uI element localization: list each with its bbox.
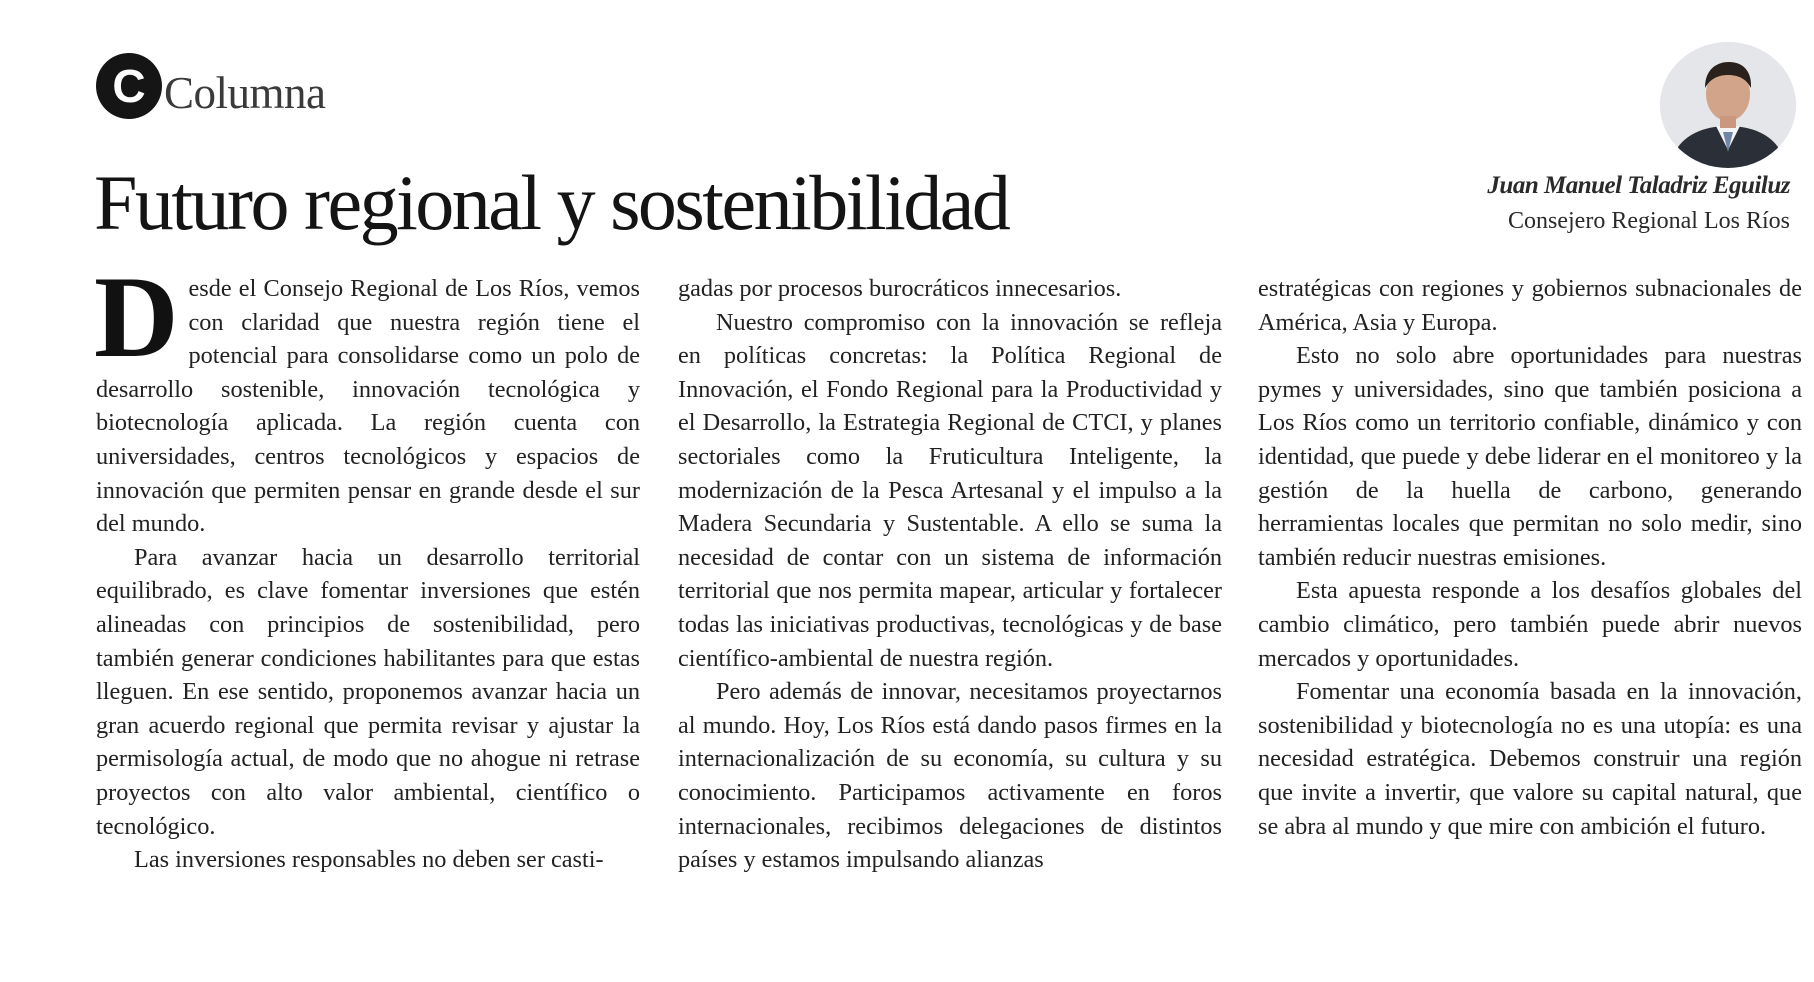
article-paragraph: Esta apuesta responde a los desafíos globales del cambio climático, pero también puede abrir nuevos mercados y oportunidades. <box>1258 577 1802 672</box>
article-paragraph: Esto no solo abre oportunidades para nuestras pymes y universidades, sino que también posiciona a Los Ríos como un territorio confiable, dinámico y con identidad, que puede y debe liderar en el monitoreo y la gestión de la huella de carbono, generando herramientas locales que permitan no solo medir, sino también reducir nuestras emisiones. <box>1258 342 1802 571</box>
article-paragraph: Nuestro compromiso con la innovación se refleja en políticas concretas: la Política Regional de Innovación, el Fondo Regional para la Productividad y el Desarrollo, la Estrategia Regional de CTCI, y planes sectoriales como la Fruticultura Inteligente, la modernización de la Pesca Artesanal y el impulso a la Madera Secundaria y Sustentable. A ello se suma la necesidad de contar con un sistema de información territorial que nos permita mapear, articular y fortalecer todas las iniciativas productivas, tecnológicas y de base científico-ambiental de nuestra región. <box>678 308 1222 672</box>
article-paragraph: gadas por procesos burocráticos innecesarios. <box>678 275 1122 302</box>
author-name: Juan Manuel Taladriz Eguiluz <box>1487 172 1790 199</box>
headline: Futuro regional y sostenibilidad <box>94 159 1009 246</box>
article-column-2 <box>678 272 1222 877</box>
section-header <box>96 50 326 122</box>
article-paragraph <box>94 253 640 541</box>
article-paragraph: estratégicas con regiones y gobiernos subnacionales de América, Asia y Europa. <box>1258 275 1802 336</box>
article-paragraph: Para avanzar hacia un desarrollo territorial equilibrado, es clave fomentar inversiones que estén alineadas con principios de sostenibilidad, pero también generar condiciones habilitantes para que estas lleguen. En ese sentido, proponemos avanzar hacia un gran acuerdo regional que permita revisar y ajustar la permisología actual, de modo que no ahogue ni retrase proyectos con alto valor ambiental, científico o tecnológico. <box>96 543 640 840</box>
article-column-3 <box>1258 272 1802 843</box>
drop-cap: D <box>94 253 179 382</box>
article-paragraph: Las inversiones responsables no deben ser casti- <box>134 846 604 874</box>
article-paragraph: Fomentar una economía basada en la innovación, sostenibilidad y biotecnología no es una utopía: es una necesidad estratégica. Debemos construir una región que invite a invertir, que valore su capital natural, que se abra al mundo y que mire con ambición el futuro. <box>1258 678 1802 840</box>
author-photo <box>1660 42 1796 168</box>
article-column-1 <box>94 253 640 877</box>
article-paragraph: Pero además de innovar, necesitamos proyectarnos al mundo. Hoy, Los Ríos está dando pasos firmes en la internacionalización de su economía, su cultura y su conocimiento. Participamos activamente en foros internacionales, recibimos delegaciones de distintos países y estamos impulsando alianzas <box>678 678 1222 874</box>
section-badge: C <box>96 53 162 119</box>
author-role: Consejero Regional Los Ríos <box>1508 208 1790 234</box>
paragraph-text: esde el Consejo Regional de Los Ríos, vemos con claridad que nuestra región tiene el potencial para consolidarse como un polo de desarrollo sostenible, innovación tecnológica y biotecnología aplicada. La región cuenta con universidades, centros tecnológicos y espacios de innovación que permiten pensar en grande desde el sur del mundo. <box>96 275 640 538</box>
section-label: Columna <box>164 68 326 118</box>
